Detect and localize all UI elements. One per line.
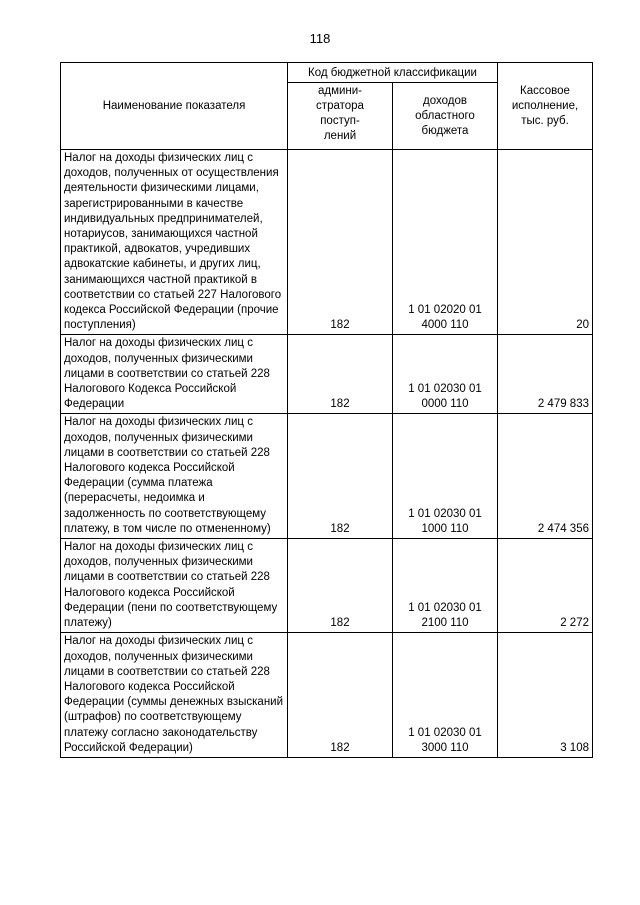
row-admin-code: 182 xyxy=(288,539,393,633)
row-name: Налог на доходы физических лиц с доходов, полученных физическими лицами в соответствии со статьей 228 Налогового кодекса Российской Федерации (суммы денежных взысканий (штрафов) по соответствующему платежу согласно законодательству Российской Федерации) xyxy=(61,633,288,758)
row-income-code: 1 01 02030 01 2100 110 xyxy=(393,539,498,633)
header-admin-text: админи- стратора поступ- лений xyxy=(316,85,364,142)
row-admin-code: 182 xyxy=(288,414,393,539)
header-admin xyxy=(288,83,393,150)
header-income-text: доходов областного бюджета xyxy=(415,94,475,137)
row-execution: 2 474 356 xyxy=(498,414,593,539)
row-execution: 2 272 xyxy=(498,539,593,633)
header-execution xyxy=(498,63,593,150)
row-name: Налог на доходы физических лиц с доходов, полученных физическими лицами в соответствии со статьей 228 Налогового кодекса Российской Федерации (сумма платежа (перерасчеты, недоимка и задолженность по соответствующему платежу, в том числе по отмененному) xyxy=(61,414,288,539)
row-income-code: 1 01 02030 01 1000 110 xyxy=(393,414,498,539)
budget-table xyxy=(60,62,593,758)
row-admin-code: 182 xyxy=(288,335,393,414)
row-name: Налог на доходы физических лиц с доходов, полученных от осуществления деятельности физическими лицами, зарегистрированными в качестве индивидуальных предпринимателей, нотариусов, занимающихся частной практикой, адвокатов, учредивших адвокатские кабинеты, и других лиц, занимающихся частной практикой в соответствии со статьей 227 Налогового кодекса Российской Федерации (прочие поступления) xyxy=(61,150,288,335)
row-execution: 20 xyxy=(498,150,593,335)
table-row xyxy=(61,633,593,758)
row-income-code: 1 01 02030 01 0000 110 xyxy=(393,335,498,414)
table-row xyxy=(61,539,593,633)
row-name: Налог на доходы физических лиц с доходов, полученных физическими лицами в соответствии со статьей 228 Налогового Кодекса Российской Федерации xyxy=(61,335,288,414)
row-income-code: 1 01 02030 01 3000 110 xyxy=(393,633,498,758)
row-execution: 2 479 833 xyxy=(498,335,593,414)
table-row xyxy=(61,414,593,539)
table-row xyxy=(61,335,593,414)
row-name: Налог на доходы физических лиц с доходов, полученных физическими лицами в соответствии со статьей 228 Налогового кодекса Российской Федерации (пени по соответствующему платежу) xyxy=(61,539,288,633)
header-income xyxy=(393,83,498,150)
header-code-group: Код бюджетной классификации xyxy=(288,63,498,83)
row-income-code: 1 01 02020 01 4000 110 xyxy=(393,150,498,335)
page-number: 118 xyxy=(309,31,331,46)
header-name: Наименование показателя xyxy=(61,63,288,150)
header-row-1 xyxy=(61,63,593,83)
row-admin-code: 182 xyxy=(288,633,393,758)
header-execution-text: Кассовое исполнение, тыс. руб. xyxy=(511,84,579,127)
table-row xyxy=(61,150,593,335)
row-execution: 3 108 xyxy=(498,633,593,758)
row-admin-code: 182 xyxy=(288,150,393,335)
